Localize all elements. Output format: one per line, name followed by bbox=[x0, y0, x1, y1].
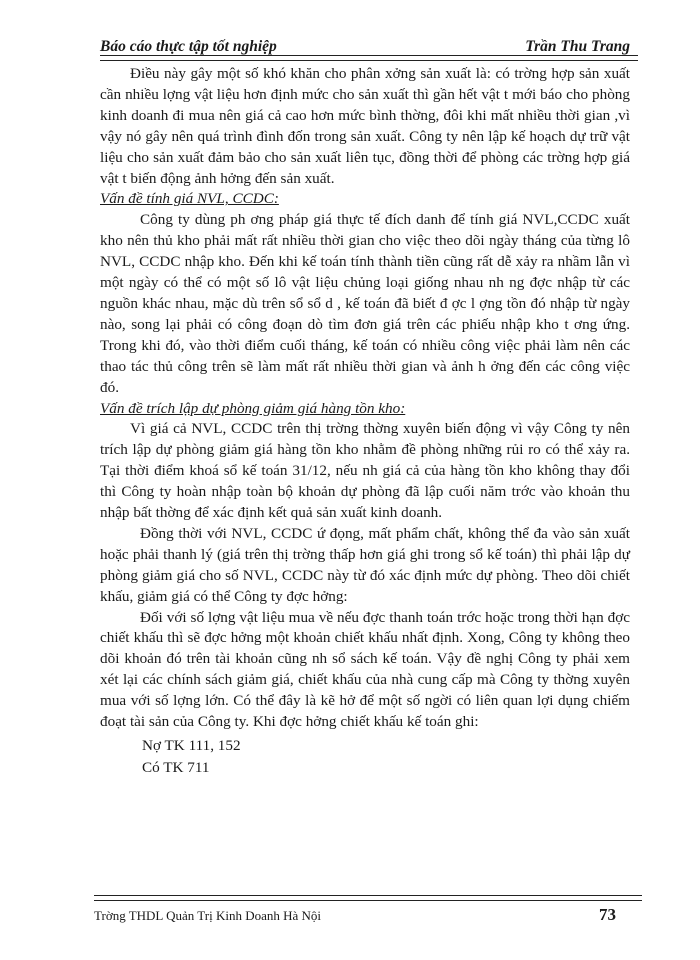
page-number: 73 bbox=[599, 905, 616, 924]
journal-entry-credit: Có TK 711 bbox=[142, 759, 210, 776]
report-title: Báo cáo thực tập tốt nghiệp bbox=[100, 38, 277, 55]
author-name: Trần Thu Trang bbox=[525, 38, 630, 55]
page-header bbox=[100, 36, 630, 60]
paragraph-provision: Vì giá cả NVL, CCDC trên thị trờng thờng xuyên biến động vì vậy Công ty nên trích lập dự phòng giảm giá hàng tồn kho nhằm đề phòng những rủi ro có thể xảy ra. Tại thời điểm khoá sổ kế toán 31/12, nếu nh giá cả của hàng tồn kho không thay đổi thì Công ty hoàn nhập toàn bộ khoản dự phòng đã lập cuối năm trớc vào khoản thu nhập bất thờng để xác định kết quả sản xuất kinh doanh. bbox=[100, 420, 630, 522]
journal-entry-debit: Nợ TK 111, 152 bbox=[142, 737, 241, 754]
page-footer bbox=[94, 905, 642, 929]
footer-rule bbox=[94, 895, 642, 901]
section-heading-pricing: Vấn đề tính giá NVL, CCDC: bbox=[100, 190, 279, 208]
paragraph-discount: Đối với số lợng vật liệu mua về nếu đợc thanh toán trớc hoặc trong thời hạn đợc chiết khấu thì sẽ đợc hởng một khoản chiết khấu nhất định. Xong, Công ty không theo dõi khoản đó trên tài khoản cũng nh sổ sách kế toán. Vậy đề nghị Công ty phải xem xét lại các chính sách giảm giá, chiết khấu của nhà cung cấp mà Công ty thờng xuyên mua với số lợng lớn. Có thể đây là kẽ hở để một số ngời có liên quan lợi dụng chiếm đoạt tài sản của Công ty. Khi đợc hởng chiết khấu kế toán ghi: bbox=[100, 608, 630, 731]
page-body bbox=[100, 64, 630, 779]
header-rule bbox=[100, 55, 638, 61]
paragraph-obsolete-materials: Đồng thời với NVL, CCDC ứ đọng, mất phẩm chất, không thể đa vào sản xuất hoặc phải thanh lý (giá trên thị trờng thấp hơn giá ghi trong sổ kế toán) thì phải lập dự phòng giảm giá cho số NVL, CCDC này từ đó xác định mức dự phòng. Theo dõi chiết khấu, giảm giá có thể Công ty đợc hởng: bbox=[100, 524, 630, 605]
paragraph-material-shortage: Điều này gây một số khó khăn cho phân xởng sản xuất là: có trờng hợp sản xuất cần nhiều lợng vật liệu hơn định mức cho sản xuất thì gần hết vật t mới báo cho phòng kinh doanh đi mua nên giá cả cao hơn mức bình thờng, đôi khi mất nhiều thời gian ,vì vậy nó gây nên quá trình đình đốn trong sản xuất. Công ty nên lập kế hoạch dự trữ vật liệu cho sản xuất đảm bảo cho sản xuất liên tục, đồng thời để phòng các trờng hợp giá vật t biến động ảnh hởng đến sản xuất. bbox=[100, 65, 630, 187]
school-name: Trờng THDL Quản Trị Kinh Doanh Hà Nội bbox=[94, 908, 322, 923]
paragraph-pricing-method: Công ty dùng ph ơng pháp giá thực tế đích danh để tính giá NVL,CCDC xuất kho nên thủ kho phải mất rất nhiều thời gian cho việc theo dõi ngày tháng của từng lô NVL, CCDC nhập kho. Đến khi kế toán tính thành tiền cũng rất dễ xảy ra nhầm lẫn vì một ngày có thể có một số lô vật liệu chủng loại giống nhau nh ng đợc nhập từ các nguồn khác nhau, mặc dù trên sổ sổ d , kế toán đã biết đ ợc l ợng tồn đó nhập từ ngày nào, song lại phải có công đoạn dò tìm đơn giá trên các phiếu nhập kho t ơng ứng. Trong khi đó, vào thời điểm cuối tháng, kế toán có nhiều công việc phải làm nên các thao tác thủ công trên sẽ làm mất rất nhiều thời gian và ảnh h ởng đến các công việc đó. bbox=[100, 211, 630, 396]
section-heading-provision: Vấn đề trích lập dự phòng giảm giá hàng tồn kho: bbox=[100, 399, 406, 417]
